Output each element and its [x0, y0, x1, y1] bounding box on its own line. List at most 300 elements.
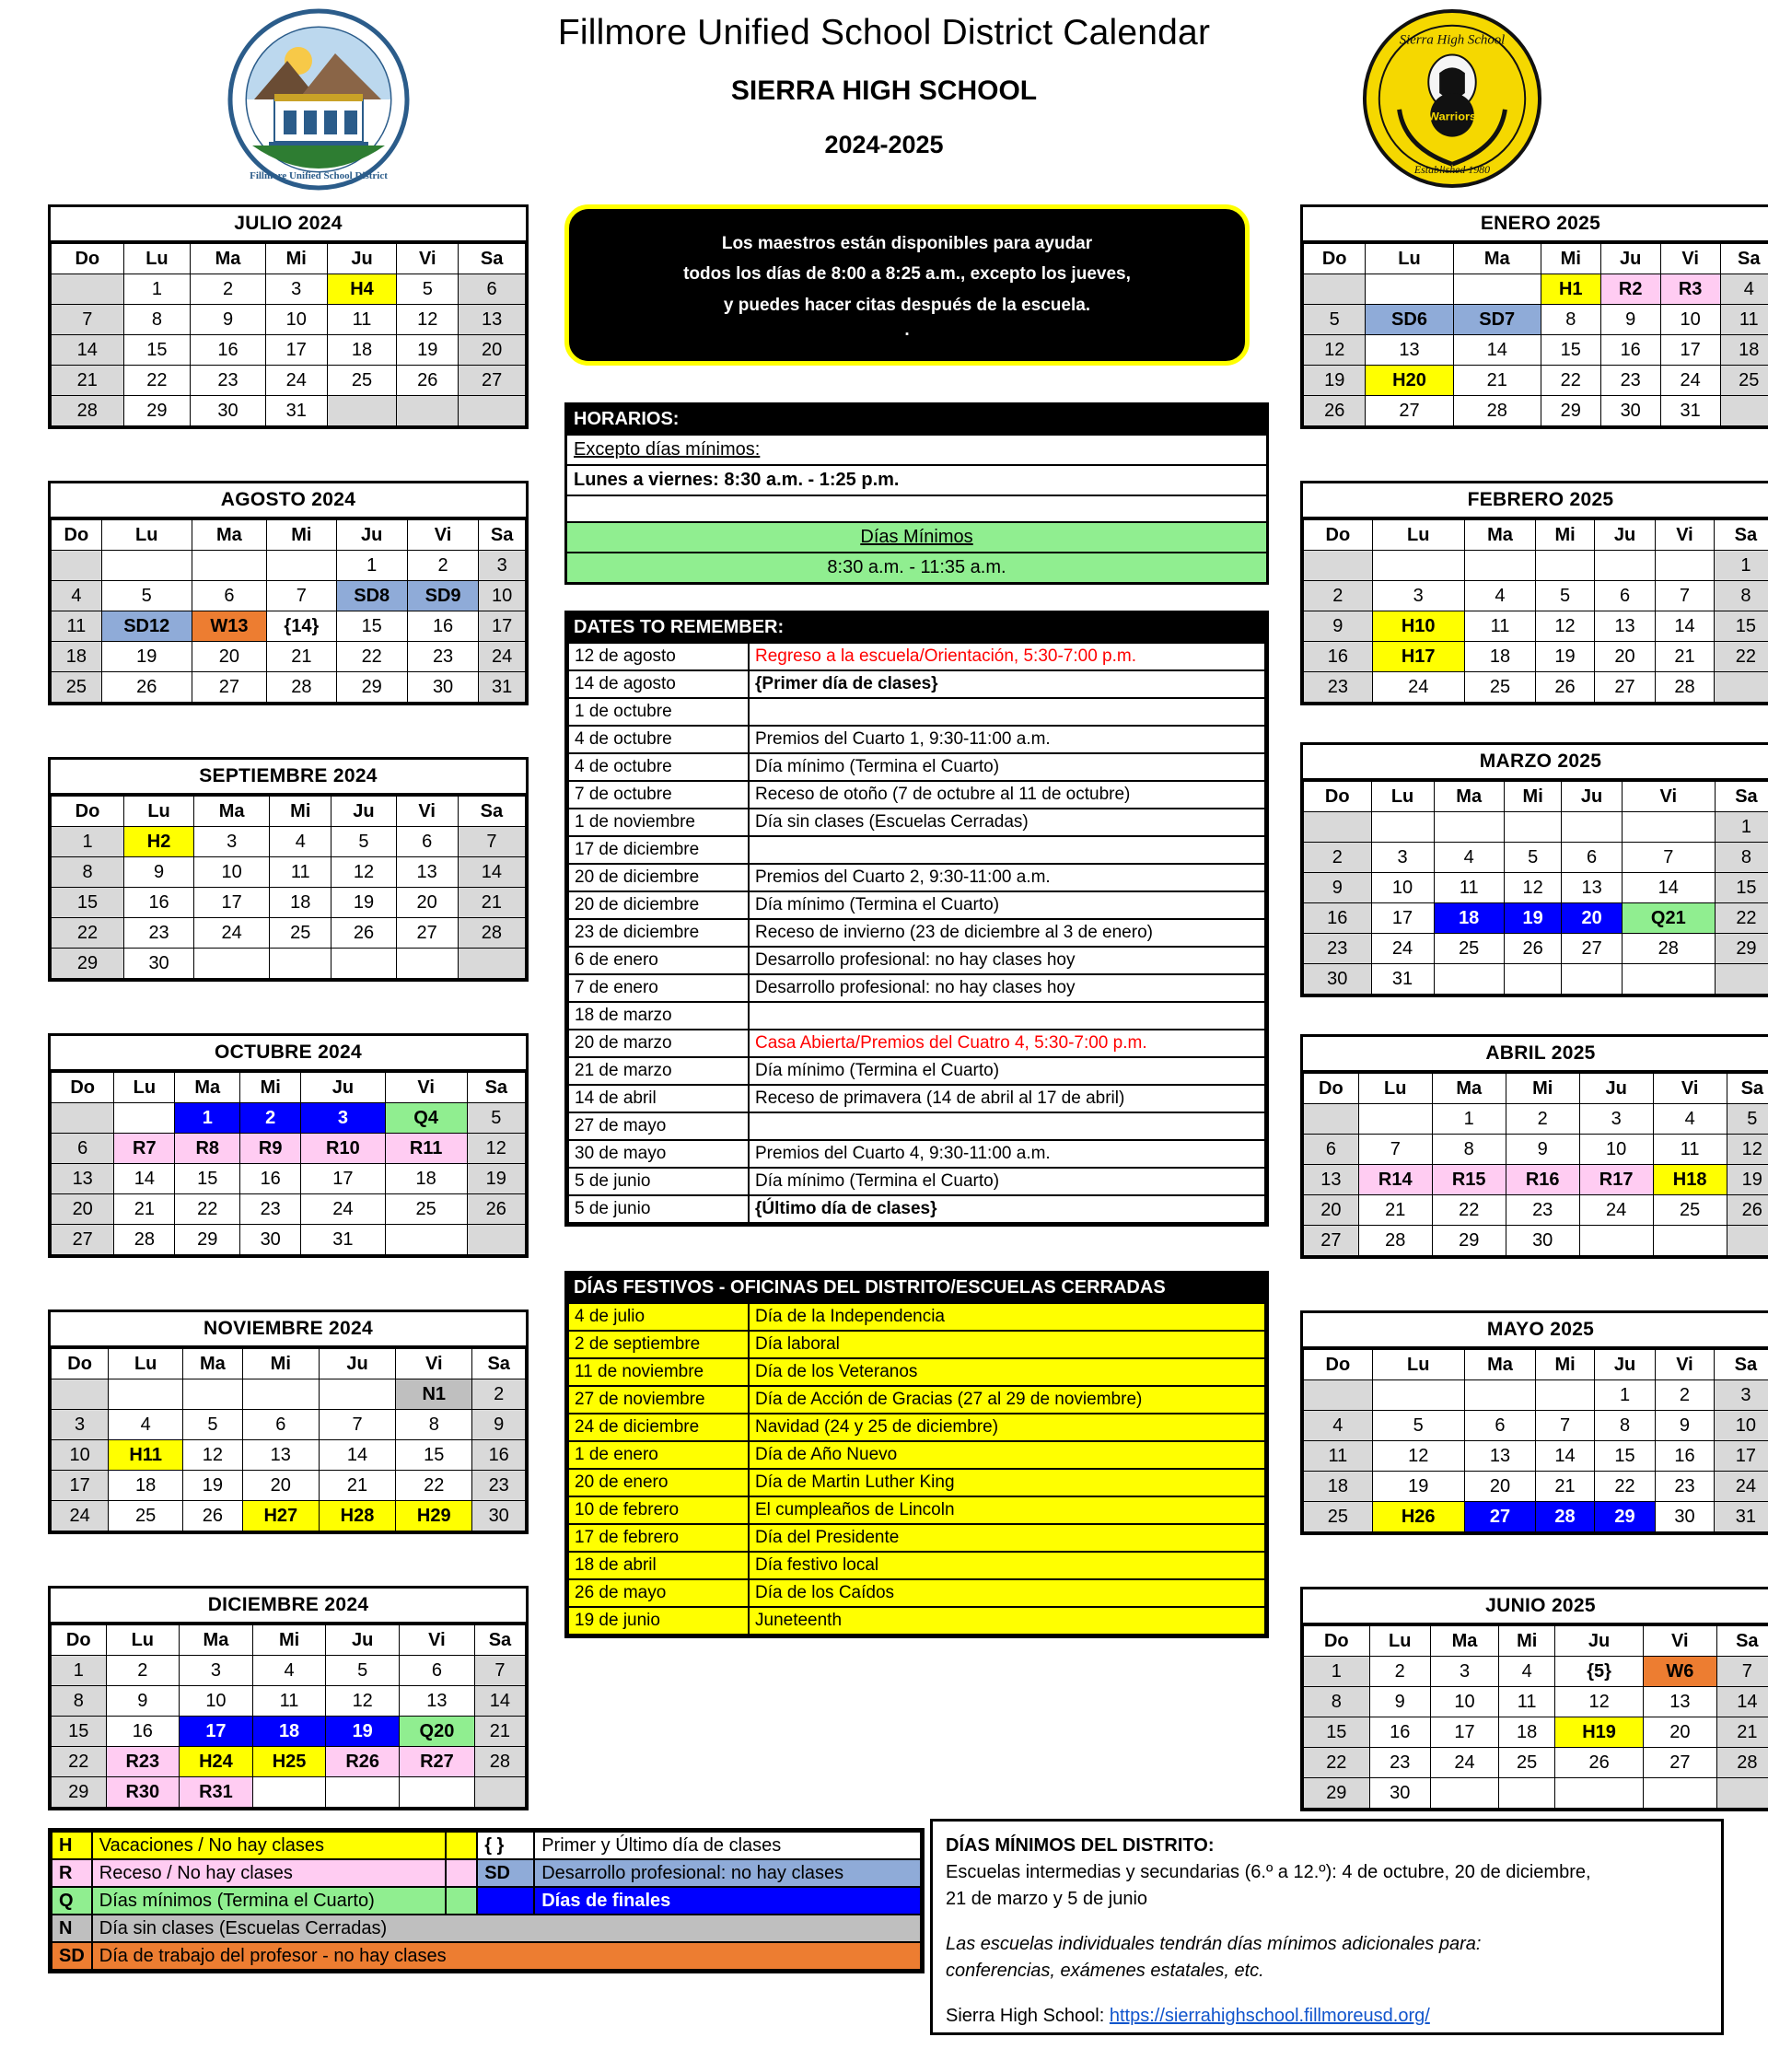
day-cell: 28 [1622, 934, 1715, 964]
day-cell-empty [1656, 551, 1715, 581]
day-cell: 13 [1644, 1687, 1717, 1717]
legend-text: Vacaciones / No hay clases [92, 1832, 446, 1859]
month-title: OCTUBRE 2024 [51, 1036, 526, 1072]
day-cell: 7 [267, 581, 336, 611]
day-cell: 30 [1600, 396, 1660, 426]
day-cell-empty [397, 396, 459, 426]
day-cell-empty [52, 1379, 109, 1410]
school-website-link[interactable]: https://sierrahighschool.fillmoreusd.org/ [1109, 2006, 1430, 2026]
week-row [1304, 1380, 1768, 1411]
weekday-header-vi: Vi [396, 797, 458, 827]
fillmore-unified-school-district-seal-icon [227, 7, 411, 192]
holiday-date-cell: 4 de julio [568, 1303, 749, 1331]
date-description-cell: Premios del Cuarto 2, 9:30-11:00 a.m. [749, 864, 1265, 891]
day-cell: 8 [123, 305, 191, 335]
day-cell: 29 [52, 949, 124, 979]
month-noviembre [48, 1310, 529, 1534]
day-cell: 24 [479, 642, 526, 672]
day-cell: 12 [183, 1440, 243, 1471]
day-cell: 23 [1369, 1748, 1430, 1778]
weekday-header-mi: Mi [1506, 1074, 1579, 1104]
holiday-name-cell: Día de Acción de Gracias (27 al 29 de noviembre) [749, 1386, 1265, 1414]
weekday-header-vi: Vi [1622, 782, 1715, 812]
day-cell: 22 [336, 642, 407, 672]
day-cell: 1 [1304, 1657, 1370, 1687]
weekday-header-row [52, 1073, 526, 1103]
week-row [1304, 1778, 1768, 1809]
day-cell: 13 [242, 1440, 319, 1471]
weekday-header-do: Do [52, 520, 102, 551]
day-cell: 6 [459, 274, 526, 305]
date-row [568, 919, 1265, 947]
day-cell: 25 [1304, 1502, 1373, 1532]
day-cell: 26 [101, 672, 192, 703]
day-cell: 23 [472, 1471, 526, 1501]
day-cell-empty [1555, 1778, 1644, 1809]
day-cell: 28 [1358, 1226, 1432, 1256]
weekday-header-row [1304, 1074, 1768, 1104]
day-cell: 9 [106, 1686, 180, 1717]
month-grid [51, 1624, 526, 1808]
week-row [52, 396, 526, 426]
day-cell: 28 [267, 672, 336, 703]
day-cell: 4 [1304, 1411, 1373, 1441]
date-cell: 7 de enero [568, 974, 749, 1002]
day-cell: 10 [1371, 873, 1434, 903]
week-row [1304, 1104, 1768, 1135]
date-row [568, 726, 1265, 753]
date-row [568, 781, 1265, 809]
day-cell: 17 [194, 888, 270, 918]
day-cell: 6 [52, 1134, 114, 1164]
week-row [1304, 1226, 1768, 1256]
weekday-header-do: Do [52, 1625, 107, 1656]
day-cell: 29 [123, 396, 191, 426]
day-cell: 23 [1656, 1472, 1715, 1502]
weekday-header-lu: Lu [109, 1349, 183, 1379]
horarios-row-weekday: Lunes a viernes: 8:30 a.m. - 1:25 p.m. [567, 464, 1266, 495]
day-cell-empty [1562, 812, 1622, 843]
day-cell: 23 [124, 918, 194, 949]
school-year: 2024-2025 [824, 131, 944, 158]
week-row [1304, 1195, 1768, 1226]
week-row [1304, 843, 1768, 873]
holiday-row [568, 1303, 1265, 1331]
day-cell: 7 [319, 1410, 395, 1440]
legend-text-secondary: Primer y Último día de clases [534, 1832, 921, 1859]
day-cell: H2 [124, 827, 194, 857]
week-row [1304, 1472, 1768, 1502]
day-cell: 17 [479, 611, 526, 642]
day-cell: 29 [1594, 1502, 1655, 1532]
day-cell: 18 [109, 1471, 183, 1501]
week-row [1304, 1411, 1768, 1441]
week-row [1304, 274, 1768, 305]
day-cell: 24 [301, 1194, 386, 1225]
legend-row [52, 1832, 921, 1859]
day-cell-empty [1594, 551, 1655, 581]
month-abril [1300, 1034, 1768, 1259]
weekday-header-ma: Ma [191, 244, 266, 274]
day-cell: 30 [472, 1501, 526, 1531]
day-cell: 13 [459, 305, 526, 335]
week-row [1304, 1165, 1768, 1195]
day-cell: 24 [1714, 1472, 1768, 1502]
holiday-name-cell: Día de la Independencia [749, 1303, 1265, 1331]
day-cell-empty [1304, 1104, 1359, 1135]
day-cell: 17 [180, 1717, 253, 1747]
day-cell: 21 [1656, 642, 1715, 672]
week-row [52, 1164, 526, 1194]
legend-table [51, 1831, 922, 1971]
day-cell-empty [192, 551, 266, 581]
weekday-header-vi: Vi [1653, 1074, 1727, 1104]
day-cell: 25 [52, 672, 102, 703]
day-cell: 5 [397, 274, 459, 305]
weekday-header-lu: Lu [114, 1073, 175, 1103]
weekday-header-do: Do [1304, 244, 1366, 274]
day-cell: 26 [1536, 672, 1595, 703]
weekday-header-sa: Sa [1720, 244, 1768, 274]
date-cell: 4 de octubre [568, 753, 749, 781]
day-cell-empty [114, 1103, 175, 1134]
day-cell: 25 [385, 1194, 467, 1225]
day-cell-empty [101, 551, 192, 581]
week-row [1304, 1441, 1768, 1472]
day-cell: 31 [301, 1225, 386, 1255]
day-cell: 27 [396, 918, 458, 949]
day-cell: 5 [1536, 581, 1595, 611]
week-row [1304, 1135, 1768, 1165]
horarios-row-minimum-time: 8:30 a.m. - 11:35 a.m. [567, 552, 1266, 582]
holiday-row [568, 1386, 1265, 1414]
date-row [568, 974, 1265, 1002]
day-cell: 16 [407, 611, 478, 642]
day-cell: 27 [1304, 1226, 1359, 1256]
day-cell: 8 [52, 857, 124, 888]
weekday-header-mi: Mi [1536, 1350, 1595, 1380]
day-cell-empty [1562, 964, 1622, 995]
weekday-header-lu: Lu [124, 797, 194, 827]
day-cell-empty [1434, 812, 1504, 843]
day-cell: 8 [52, 1686, 107, 1717]
day-cell: 28 [1716, 1748, 1768, 1778]
day-cell: 5 [183, 1410, 243, 1440]
day-cell: 30 [407, 672, 478, 703]
day-cell: 27 [1562, 934, 1622, 964]
holiday-date-cell: 17 de febrero [568, 1524, 749, 1552]
day-cell: 26 [1727, 1195, 1768, 1226]
date-cell: 5 de junio [568, 1195, 749, 1223]
week-row [1304, 642, 1768, 672]
day-cell: 25 [1720, 366, 1768, 396]
day-cell-empty [183, 1379, 243, 1410]
day-cell: 28 [1536, 1502, 1595, 1532]
weekday-header-ma: Ma [1430, 1626, 1498, 1657]
weekday-header-vi: Vi [396, 1349, 472, 1379]
week-row [1304, 1502, 1768, 1532]
day-cell: 27 [1594, 672, 1655, 703]
day-cell: 19 [1372, 1472, 1464, 1502]
date-cell: 1 de noviembre [568, 809, 749, 836]
month-grid [51, 243, 526, 426]
day-cell: Q20 [400, 1717, 475, 1747]
day-cell: 7 [1622, 843, 1715, 873]
weekday-header-vi: Vi [385, 1073, 467, 1103]
note-line-2: todos los días de 8:00 a 8:25 a.m., excepto los jueves, [683, 264, 1131, 285]
weekday-header-do: Do [52, 1073, 114, 1103]
day-cell-empty [109, 1379, 183, 1410]
day-cell: {5} [1555, 1657, 1644, 1687]
legend-spacer [446, 1887, 477, 1915]
date-description-cell: Desarrollo profesional: no hay clases hoy [749, 947, 1265, 974]
day-cell: 30 [124, 949, 194, 979]
day-cell: 18 [252, 1717, 326, 1747]
month-title: ABRIL 2025 [1303, 1037, 1768, 1073]
weekday-header-row [52, 520, 526, 551]
legend-spacer [446, 1832, 477, 1859]
day-cell-empty [458, 949, 525, 979]
day-cell: 19 [332, 888, 396, 918]
day-cell: 7 [1536, 1411, 1595, 1441]
week-row [52, 888, 526, 918]
day-cell: 14 [319, 1440, 395, 1471]
weekday-header-ma: Ma [1432, 1074, 1506, 1104]
day-cell: 4 [1464, 581, 1536, 611]
legend-row [52, 1887, 921, 1915]
day-cell: 24 [1579, 1195, 1653, 1226]
day-cell: 2 [472, 1379, 526, 1410]
week-row [1304, 964, 1768, 995]
day-cell: 1 [52, 827, 124, 857]
weekday-header-do: Do [1304, 1626, 1370, 1657]
month-title: JULIO 2024 [51, 207, 526, 243]
day-cell: 8 [396, 1410, 472, 1440]
week-row [52, 1471, 526, 1501]
day-cell: 15 [52, 1717, 107, 1747]
date-description-cell: Día mínimo (Termina el Cuarto) [749, 891, 1265, 919]
day-cell: 3 [265, 274, 327, 305]
week-row [1304, 396, 1768, 426]
weekday-header-mi: Mi [252, 1625, 326, 1656]
day-cell: 12 [1727, 1135, 1768, 1165]
day-cell: 2 [191, 274, 266, 305]
day-cell: 22 [1432, 1195, 1506, 1226]
weekday-header-ju: Ju [1594, 1350, 1655, 1380]
day-cell: 20 [1594, 642, 1655, 672]
month-enero [1300, 204, 1768, 429]
day-cell: 11 [1499, 1687, 1555, 1717]
date-description-cell: {Primer día de clases} [749, 670, 1265, 698]
day-cell: 23 [407, 642, 478, 672]
day-cell: 3 [1714, 1380, 1768, 1411]
weekday-header-ma: Ma [194, 797, 270, 827]
date-description-cell: Día mínimo (Termina el Cuarto) [749, 1168, 1265, 1195]
month-grid [1303, 781, 1768, 995]
horarios-box [564, 402, 1269, 585]
date-row [568, 1057, 1265, 1085]
day-cell: 22 [52, 1747, 107, 1777]
day-cell: 2 [1656, 1380, 1715, 1411]
day-cell: 2 [1304, 581, 1373, 611]
week-row [52, 1777, 526, 1808]
month-octubre [48, 1033, 529, 1258]
day-cell: 27 [459, 366, 526, 396]
day-cell: 21 [1358, 1195, 1432, 1226]
day-cell-empty [1358, 1104, 1432, 1135]
legend-key: H [52, 1832, 92, 1859]
date-cell: 21 de marzo [568, 1057, 749, 1085]
day-cell: 27 [1464, 1502, 1536, 1532]
day-cell-empty [1464, 551, 1536, 581]
date-description-cell: Receso de otoño (7 de octubre al 11 de octubre) [749, 781, 1265, 809]
legend-spacer [446, 1859, 477, 1887]
day-cell: R30 [106, 1777, 180, 1808]
day-cell: R17 [1579, 1165, 1653, 1195]
legend-key-secondary: { } [477, 1832, 534, 1859]
date-cell: 18 de marzo [568, 1002, 749, 1030]
day-cell: 12 [397, 305, 459, 335]
date-cell: 12 de agosto [568, 643, 749, 670]
day-cell: 16 [1600, 335, 1660, 366]
holiday-name-cell: Día de Martin Luther King [749, 1469, 1265, 1496]
day-cell: 18 [52, 642, 102, 672]
holiday-row [568, 1552, 1265, 1579]
date-description-cell: Finales (Cuarto 3) - 18 de marzo al 20 de marzo [749, 1002, 1265, 1030]
day-cell: 23 [240, 1194, 301, 1225]
holiday-name-cell: Navidad (24 y 25 de diciembre) [749, 1414, 1265, 1441]
day-cell: 6 [1464, 1411, 1536, 1441]
day-cell: 24 [1660, 366, 1720, 396]
day-cell: 2 [240, 1103, 301, 1134]
date-cell: 4 de octubre [568, 726, 749, 753]
day-cell: 12 [1555, 1687, 1644, 1717]
holiday-date-cell: 1 de enero [568, 1441, 749, 1469]
day-cell: 21 [1453, 366, 1541, 396]
svg-text:Established 1980: Established 1980 [1413, 163, 1491, 177]
horarios-row-except: Excepto días mínimos: [567, 434, 1266, 464]
day-cell: 3 [1372, 581, 1464, 611]
note-line-1: Los maestros están disponibles para ayudar [721, 234, 1093, 254]
day-cell: 31 [1714, 1502, 1768, 1532]
date-cell: 23 de diciembre [568, 919, 749, 947]
date-row [568, 1030, 1265, 1057]
week-row [52, 551, 526, 581]
day-cell: 30 [240, 1225, 301, 1255]
date-description-cell: Finales (Cuarto 2) - 17 de dic. al 19 de dic. [749, 836, 1265, 864]
weekday-header-do: Do [1304, 1350, 1373, 1380]
week-row [1304, 1748, 1768, 1778]
day-cell: 26 [467, 1194, 525, 1225]
day-cell: 24 [52, 1501, 109, 1531]
day-cell: 8 [1541, 305, 1600, 335]
month-title: MAYO 2025 [1303, 1313, 1768, 1349]
day-cell: 27 [192, 672, 266, 703]
day-cell: 9 [472, 1410, 526, 1440]
day-cell: 21 [1536, 1472, 1595, 1502]
weekday-header-lu: Lu [1366, 244, 1453, 274]
day-cell: 13 [1464, 1441, 1536, 1472]
day-cell: 3 [194, 827, 270, 857]
holiday-date-cell: 19 de junio [568, 1607, 749, 1635]
day-cell: 6 [1304, 1135, 1359, 1165]
svg-text:Fillmore Unified School Distri: Fillmore Unified School District [250, 170, 388, 181]
day-cell: H28 [319, 1501, 395, 1531]
weekday-header-lu: Lu [1372, 520, 1464, 551]
date-description-cell: Día sin clases (Escuelas Cerradas) [749, 809, 1265, 836]
day-cell: H27 [242, 1501, 319, 1531]
week-row [1304, 672, 1768, 703]
weekday-header-vi: Vi [1656, 520, 1715, 551]
right-month-column [1300, 204, 1768, 1811]
day-cell: 26 [1555, 1748, 1644, 1778]
day-cell: 4 [1434, 843, 1504, 873]
day-cell: 9 [1506, 1135, 1579, 1165]
weekday-header-vi: Vi [400, 1625, 475, 1656]
date-cell: 20 de marzo [568, 1030, 749, 1057]
month-title: MARZO 2025 [1303, 745, 1768, 781]
day-cell: 1 [123, 274, 191, 305]
date-row [568, 698, 1265, 726]
month-grid [1303, 1349, 1768, 1532]
day-cell: 17 [301, 1164, 386, 1194]
day-cell: H4 [327, 274, 397, 305]
week-row [1304, 551, 1768, 581]
day-cell: 29 [336, 672, 407, 703]
day-cell-empty [1716, 1778, 1768, 1809]
month-febrero [1300, 481, 1768, 705]
weekday-header-vi: Vi [397, 244, 459, 274]
date-row [568, 864, 1265, 891]
week-row [52, 1747, 526, 1777]
day-cell: SD9 [407, 581, 478, 611]
weekday-header-sa: Sa [467, 1073, 525, 1103]
date-description-cell: Desarrollo profesional: no hay clases hoy [749, 974, 1265, 1002]
day-cell: 18 [327, 335, 397, 366]
date-description-cell: Día mínimo (Termina el Cuarto) [749, 753, 1265, 781]
day-cell: 16 [191, 335, 266, 366]
day-cell: 15 [123, 335, 191, 366]
weekday-header-ju: Ju [1555, 1626, 1644, 1657]
day-cell: 28 [474, 1747, 525, 1777]
day-cell: 20 [1464, 1472, 1536, 1502]
district-minimum-days-box [930, 1819, 1724, 2035]
day-cell: 19 [467, 1164, 525, 1194]
dates-to-remember-table [567, 642, 1266, 1224]
day-cell: 11 [252, 1686, 326, 1717]
holiday-row [568, 1441, 1265, 1469]
weekday-header-vi: Vi [1660, 244, 1720, 274]
week-row [1304, 903, 1768, 934]
weekday-header-mi: Mi [1499, 1626, 1555, 1657]
day-cell-empty [396, 949, 458, 979]
day-cell: 2 [407, 551, 478, 581]
date-row [568, 947, 1265, 974]
week-row [52, 1440, 526, 1471]
month-marzo [1300, 742, 1768, 997]
horarios-title: HORARIOS: [567, 405, 1266, 434]
day-cell: 21 [458, 888, 525, 918]
day-cell: H1 [1541, 274, 1600, 305]
day-cell: 6 [396, 827, 458, 857]
day-cell: 6 [1562, 843, 1622, 873]
day-cell-empty [474, 1777, 525, 1808]
day-cell: 10 [194, 857, 270, 888]
day-cell-empty [1504, 964, 1562, 995]
weekday-header-mi: Mi [242, 1349, 319, 1379]
day-cell: 4 [270, 827, 332, 857]
day-cell: 3 [1579, 1104, 1653, 1135]
